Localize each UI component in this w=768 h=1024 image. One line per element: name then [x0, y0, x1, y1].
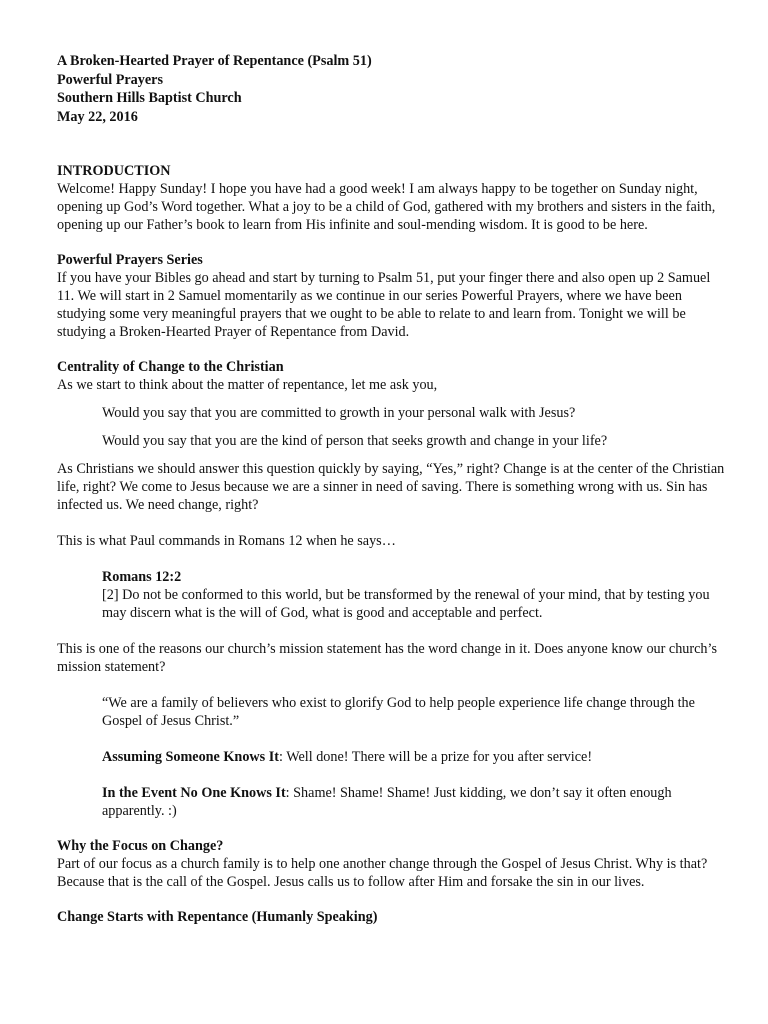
question-growth: Would you say that you are committed to growth in your personal walk with Jesus?	[102, 405, 576, 421]
verse-reference: Romans 12:2	[102, 569, 182, 585]
focus-heading: Why the Focus on Change?	[57, 838, 224, 854]
sermon-date: May 22, 2016	[57, 108, 138, 125]
no-one-knows-note	[102, 784, 727, 820]
focus-paragraph: Part of our focus as a church family is to help one another change through the Gospel of Jesus Christ. Why is that? Because that is the call of the Gospel. Jesus calls us to follow after Him and forsake the sin in our lives.	[57, 856, 708, 890]
knows-it-note	[102, 748, 727, 766]
no-one-knows-label: In the Event No One Knows It	[102, 785, 286, 801]
centrality-heading: Centrality of Change to the Christian	[57, 359, 284, 375]
sermon-title: A Broken-Hearted Prayer of Repentance (Psalm 51)	[57, 53, 372, 69]
centrality-paragraph: As we start to think about the matter of repentance, let me ask you,	[57, 377, 438, 393]
verse-text: [2] Do not be conformed to this world, but be transformed by the renewal of your mind, that by testing you may discern what is the will of God, what is good and acceptable and perfect.	[102, 587, 710, 621]
document-header	[57, 52, 727, 126]
church-name: Southern Hills Baptist Church	[57, 90, 242, 106]
christians-paragraph: As Christians we should answer this question quickly by saying, “Yes,” right? Change is at the center of the Christian life, right? We come to Jesus because we are a sinner in need of saving. There is something wrong with us. Sin has infected us. We need change, right?	[57, 461, 725, 513]
question-change: Would you say that you are the kind of person that seeks growth and change in your life?	[102, 433, 608, 449]
knows-it-text: : Well done! There will be a prize for you after service!	[278, 749, 593, 765]
intro-heading: INTRODUCTION	[57, 163, 171, 179]
knows-it-label: Assuming Someone Knows It	[102, 749, 279, 765]
paul-paragraph: This is what Paul commands in Romans 12 when he says…	[57, 533, 396, 549]
series-name: Powerful Prayers	[57, 71, 163, 88]
repentance-heading: Change Starts with Repentance (Humanly Speaking)	[57, 909, 378, 925]
mission-paragraph: This is one of the reasons our church’s mission statement has the word change in it. Does anyone know our church’s mission statement?	[57, 641, 717, 675]
document-page	[57, 52, 727, 926]
series-heading: Powerful Prayers Series	[57, 252, 203, 268]
no-one-knows-text: : Shame! Shame! Shame! Just kidding, we don’t say it often enough apparently. :)	[102, 785, 672, 819]
mission-statement: “We are a family of believers who exist to glorify God to help people experience life change through the Gospel of Jesus Christ.”	[102, 695, 695, 729]
series-paragraph: If you have your Bibles go ahead and start by turning to Psalm 51, put your finger there and also open up 2 Samuel 11. We will start in 2 Samuel momentarily as we continue in our series Powerful Prayers, where we have been studying some very meaningful prayers that we ought to be able to relate to and learn from. Tonight we will be studying a Broken-Hearted Prayer of Repentance from David.	[57, 270, 711, 340]
verse-block	[102, 568, 727, 622]
intro-paragraph: Welcome! Happy Sunday! I hope you have had a good week! I am always happy to be together on Sunday night, opening up God’s Word together. What a joy to be a child of God, gathered with my brothers and sisters in the faith, opening up our Father’s book to learn from His infinite and soul-mending wisdom. It is good to be here.	[57, 181, 716, 233]
